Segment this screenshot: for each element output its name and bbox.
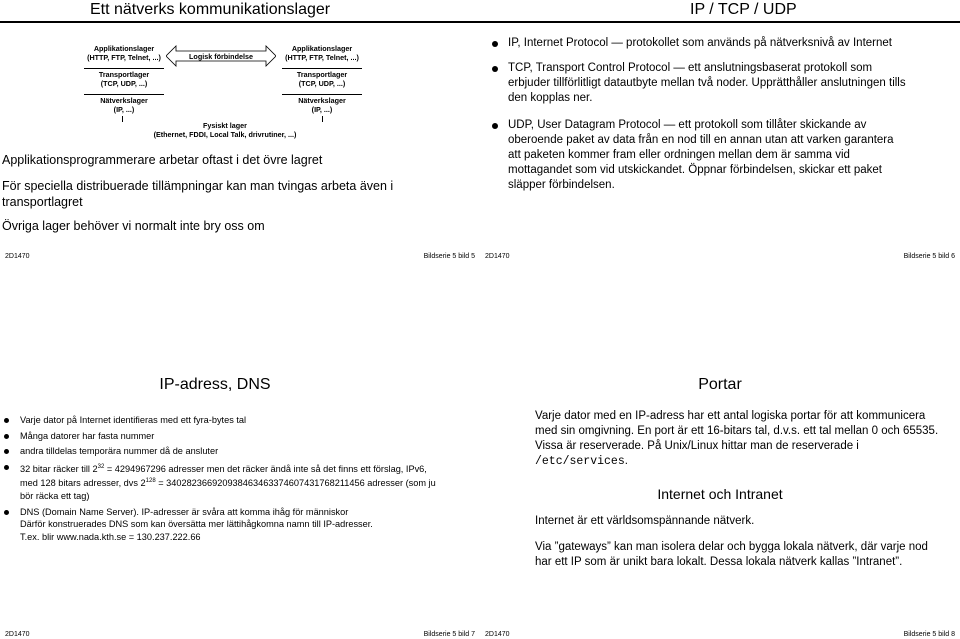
- divider-line: [84, 94, 164, 95]
- title-rule: [0, 21, 480, 23]
- list-item: TCP, Transport Control Protocol — ett anslutningsbaserat protokoll som erbjuder tillförlitligt datautbyte mellan två noder. Upprätthåller anslutningen tills den kopplas ner.: [488, 61, 908, 106]
- list-item: DNS (Domain Name Server). IP-adresser är svåra att komma ihåg för människor Därför konstruerades DNS som kan översätta mer lättihågkomna namn till IP-adresser. T.ex. blir www.nada.kth.se = 130.237.222.66: [0, 506, 440, 544]
- left-application-layer: Applikationslager (HTTP, FTP, Telnet, ...): [87, 44, 161, 62]
- list-item: Varje dator på Internet identifieras med ett fyra-bytes tal: [0, 414, 440, 427]
- slide-title: Ett nätverks kommunikationslager: [90, 1, 331, 18]
- right-application-layer: Applikationslager (HTTP, FTP, Telnet, ...): [285, 44, 359, 62]
- list-item: 32 bitar räcker till $2^{32} = 4294967296$ adresser men det räcker ändå inte så det finns ett förslag, IPv6, med 128 bitars adresser, dvs $2^{128} = 340282366920938463463374607431768211456$ adresser (som ju bör räcka ett tag): [0, 461, 440, 503]
- physical-layer: Fysiskt lager (Ethernet, FDDI, Local Talk, drivrutiner, ...): [153, 121, 297, 139]
- right-stack: [282, 44, 362, 122]
- divider-line: [84, 68, 164, 69]
- section-heading: Internet och Intranet: [657, 486, 783, 502]
- slide-6: [480, 0, 960, 319]
- footer-page: Bildserie 5 bild 7: [423, 631, 475, 638]
- list-item: IP, Internet Protocol — protokollet som används på nätverksnivå av Internet: [488, 36, 908, 51]
- paragraph: Övriga lager behöver vi normalt inte bry oss om: [2, 219, 265, 233]
- left-stack: [84, 44, 164, 122]
- paragraph: Applikationsprogrammerare arbetar oftast i det övre lagret: [2, 153, 323, 167]
- bullet-list: [0, 414, 440, 543]
- slide-title: Portar: [698, 376, 742, 393]
- left-transport-layer: Transportlager (TCP, UDP, ...): [98, 70, 150, 88]
- footer-course: 2D1470: [5, 253, 30, 260]
- right-network-layer: Nätverkslager (IP, ...): [298, 96, 346, 114]
- paragraph: Via ”gateways” kan man isolera delar och bygga lokala nätverk, där varje nod har ett IP som är unikt bara lokalt. Dessa lokala nätverk kallas ”Intranet”.: [535, 541, 928, 568]
- slide-5: [0, 0, 480, 319]
- footer-course: 2D1470: [485, 631, 510, 638]
- paragraph: Varje dator med en IP-adress har ett antal logiska portar för att kommunicera med sin omgivning. En port är ett 16-bitars tal, d.v.s. ett tal mellan 0 och 65535. Vissa är reserverade. På Unix/Linux hittar man de reserverade i /etc/services.: [535, 410, 939, 468]
- paragraph: Internet är ett världsomspännande nätverk.: [535, 515, 755, 527]
- bullet-list: [488, 36, 908, 193]
- left-network-layer: Nätverkslager (IP, ...): [100, 96, 148, 114]
- footer-course: 2D1470: [5, 631, 30, 638]
- footer-page: Bildserie 5 bild 5: [423, 253, 475, 260]
- title-rule: [480, 21, 960, 23]
- slide-title: IP / TCP / UDP: [690, 1, 797, 18]
- slide-title: IP-adress, DNS: [159, 376, 271, 393]
- logical-connection-label: Logisk förbindelse: [189, 52, 253, 61]
- footer-course: 2D1470: [485, 253, 510, 260]
- list-item: andra tilldelas temporära nummer då de ansluter: [0, 445, 440, 458]
- divider-line: [282, 68, 362, 69]
- list-item: UDP, User Datagram Protocol — ett protokoll som tillåter skickande av oberoende paket av data från en nod till en annan utan att varken garantera att paketen kommer fram eller ordningen mellan dem är samma vid mottagandet som vid utskickandet. Öppnar förbindelsen, skickar ett paket släpper förbindelsen.: [488, 118, 908, 193]
- footer-page: Bildserie 5 bild 6: [903, 253, 955, 260]
- paragraph: För speciella distribuerade tillämpningar kan man tvingas arbeta även i transportlagret: [2, 179, 394, 209]
- footer-page: Bildserie 5 bild 8: [903, 631, 955, 638]
- slide-8: [480, 320, 960, 639]
- divider-line: [282, 94, 362, 95]
- slide-7: [0, 320, 480, 639]
- right-transport-layer: Transportlager (TCP, UDP, ...): [296, 70, 348, 88]
- list-item: Många datorer har fasta nummer: [0, 430, 440, 443]
